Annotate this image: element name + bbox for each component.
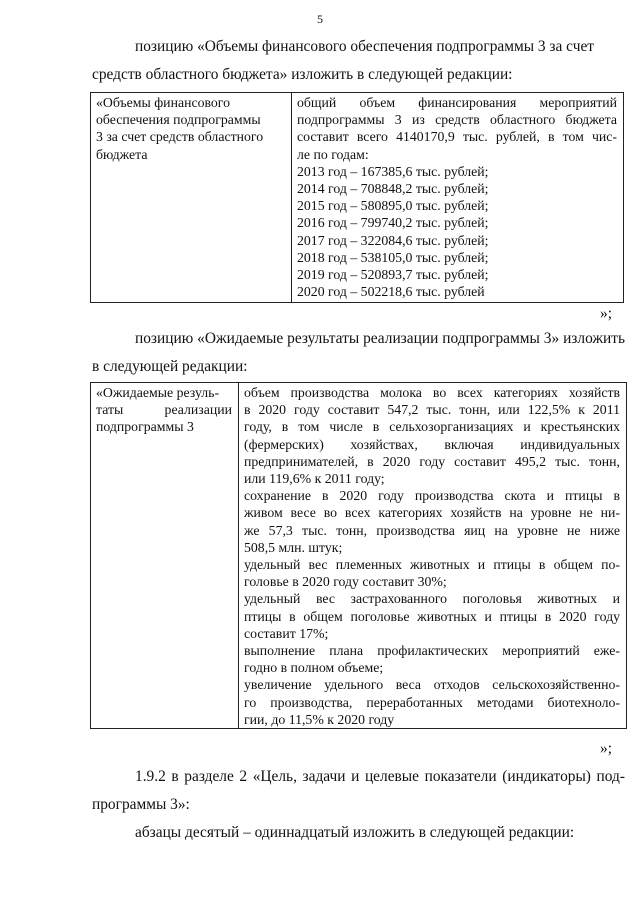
results-value-line: (фермерских) хозяйствах, включая индивидуальных	[244, 436, 620, 452]
results-label-line: подпрограммы 3	[96, 419, 194, 435]
results-value-line: в 2020 году составит 547,2 тыс. тонн, или 122,5% к 2011	[244, 402, 620, 418]
financing-year-line: 2015 год – 580895,0 тыс. рублей;	[297, 198, 489, 214]
results-value-line: гии, до 11,5% к 2020 году	[244, 711, 395, 727]
results-value-line: же 57,3 тыс. тонн, производства яиц на уровне не ниже	[244, 522, 620, 538]
results-label-line: «Ожидаемые резуль-	[96, 385, 220, 400]
results-value-line: 508,5 млн. штук;	[244, 539, 343, 555]
results-label-line: таты реализации	[96, 402, 232, 418]
financing-label-line: бюджета	[96, 146, 148, 162]
financing-value-line: подпрограммы 3 из средств областного бюджета	[297, 112, 617, 128]
results-value-line: году, в том числе в сельхозорганизациях и крестьянских	[244, 419, 620, 435]
section-heading-line-2: программы 3»:	[92, 796, 190, 813]
financing-year-line: 2016 год – 799740,2 тыс. рублей;	[297, 215, 489, 231]
financing-year-line: 2013 год – 167385,6 тыс. рублей;	[297, 163, 489, 179]
results-value-line: головье в 2020 году составит 30%;	[244, 574, 447, 590]
financing-label-line: 3 за счет средств областного	[96, 129, 264, 145]
intro-paragraph-line-2: средств областного бюджета» изложить в следующей редакции:	[92, 66, 513, 83]
results-table	[90, 382, 627, 729]
results-value-line: составит 17%;	[244, 625, 329, 641]
section-instruction-line: абзацы десятый – одиннадцатый изложить в следующей редакции:	[135, 824, 575, 841]
results-value-line: удельный вес племенных животных и птицы в общем по-	[244, 557, 620, 573]
intro-paragraph-line-1: позицию «Объемы финансового обеспечения подпрограммы 3 за счет	[135, 38, 595, 55]
financing-year-line: 2020 год – 502218,6 тыс. рублей	[297, 284, 485, 300]
results-value-line: предпринимателей, в 2020 году составит 495,2 тыс. тонн,	[244, 453, 620, 469]
financing-year-line: 2014 год – 708848,2 тыс. рублей;	[297, 181, 489, 197]
financing-year-line: 2019 год – 520893,7 тыс. рублей;	[297, 267, 489, 283]
results-value-cell	[239, 383, 627, 729]
results-value-line: го производства, переработанных методами биотехноло-	[244, 694, 620, 710]
financing-label-cell	[91, 93, 292, 303]
financing-label-line: обеспечения подпрограммы	[96, 112, 261, 128]
results-value-line: годно в полном объеме;	[244, 660, 384, 676]
financing-year-line: 2017 год – 322084,6 тыс. рублей;	[297, 232, 489, 248]
financing-value-cell	[292, 93, 624, 303]
results-value-line: живом весе во всех категориях хозяйств на уровне не ни-	[244, 505, 620, 521]
results-label-cell	[91, 383, 239, 729]
financing-year-line: 2018 год – 538105,0 тыс. рублей;	[297, 249, 489, 265]
results-value-line: удельный вес застрахованного поголовья животных и	[244, 591, 620, 607]
financing-table	[90, 92, 624, 303]
financing-value-line: ле по годам:	[297, 146, 369, 162]
financing-value-line: составит всего 4140170,9 тыс. рублей, в том чис-	[297, 129, 617, 145]
results-value-line: увеличение удельного веса отходов сельскохозяйственно-	[244, 677, 620, 693]
page-number: 5	[317, 12, 323, 26]
section-heading-line-1: 1.9.2 в разделе 2 «Цель, задачи и целевые показатели (индикаторы) под-	[135, 768, 625, 785]
table2-closing-quote: »;	[600, 740, 612, 757]
table1-closing-quote: »;	[600, 305, 612, 322]
financing-value-line: общий объем финансирования мероприятий	[297, 95, 617, 110]
results-value-line: птицы в общем поголовье животных и птицы в 2020 году	[244, 608, 620, 624]
intro2-paragraph-line-1: позицию «Ожидаемые результаты реализации подпрограммы 3» изложить	[135, 330, 625, 347]
results-value-line: или 119,6% к 2011 году;	[244, 471, 385, 487]
results-value-line: объем производства молока во всех категориях хозяйств	[244, 385, 620, 400]
results-value-line: сохранение в 2020 году производства скота и птицы в	[244, 488, 620, 504]
intro2-paragraph-line-2: в следующей редакции:	[92, 358, 248, 375]
results-value-line: выполнение плана профилактических мероприятий еже-	[244, 643, 620, 659]
financing-label-line: «Объемы финансового	[96, 95, 231, 110]
